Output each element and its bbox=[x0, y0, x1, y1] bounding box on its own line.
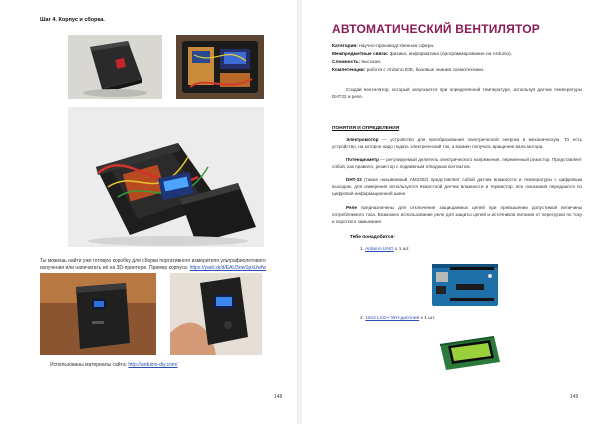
list-item-2-qty: x 1 шт. bbox=[420, 316, 436, 321]
def-motor bbox=[332, 136, 582, 150]
page-number-left: 148 bbox=[274, 394, 283, 400]
def-motor-term: Электромотор bbox=[346, 137, 379, 142]
category-value: научно-производственная сфера. bbox=[359, 44, 435, 49]
meta-category bbox=[332, 44, 434, 49]
meta-difficulty bbox=[332, 60, 381, 65]
list-item-1-link[interactable]: Arduino UNO bbox=[365, 247, 394, 252]
def-dht-term: DHT-22 bbox=[346, 177, 362, 182]
photo-black-case bbox=[68, 35, 162, 99]
case-paragraph bbox=[40, 258, 280, 272]
need-heading: Тебе понадобится: bbox=[350, 235, 395, 240]
interdisciplinary-label: Межпредметные связи: bbox=[332, 52, 389, 57]
interdisciplinary-value: физика, информатика (программирование на Arduino). bbox=[389, 52, 513, 57]
meta-interdisciplinary bbox=[332, 52, 512, 57]
footer-text: Использованы материалы сайта: bbox=[50, 362, 127, 368]
photo-open-box bbox=[176, 35, 264, 99]
step4-heading: Шаг 4. Корпус и сборка. bbox=[40, 17, 105, 23]
def-motor-text: — устройство для преобразования электрической энергии в механическую. То есть устройство, на которое надо подать электрический ток, а взамен получить вращение вала мотора. bbox=[332, 137, 582, 150]
list-item-2 bbox=[360, 316, 435, 321]
category-label: Категория: bbox=[332, 44, 358, 49]
def-relay-term: Реле bbox=[346, 205, 357, 210]
footer-link[interactable]: http://arduino-diy.com/ bbox=[128, 362, 178, 368]
def-dht22 bbox=[332, 176, 582, 198]
page-number-right: 149 bbox=[570, 394, 579, 400]
footer-source bbox=[50, 362, 178, 369]
right-page bbox=[302, 0, 600, 424]
list-item-1-qty: x 1 шт. bbox=[394, 247, 410, 252]
photo-assembly bbox=[68, 107, 264, 247]
photo-result-device bbox=[40, 273, 156, 355]
competencies-value: работа с Arduino IDE, базовые знания схемотехники. bbox=[366, 68, 485, 73]
def-pot-term: Потенциометр bbox=[346, 157, 379, 162]
concepts-heading: ПОНЯТИЯ И ОПРЕДЕЛЕНИЯ bbox=[332, 126, 400, 131]
photo-hand-device bbox=[170, 273, 262, 355]
difficulty-value: высокая. bbox=[361, 60, 382, 65]
def-pot-text: — регулируемый делитель электрического напряжения, переменный резистор. Представляет собой, как правило, резистор с подвижным отводным контактом. bbox=[332, 157, 582, 170]
def-relay-text: предназначены для отключения защищаемых цепей при превышении допустимой величины потребляемого тока. Возможно использование реле для защиты цепей и источников питания от перегрузки по току и короткого замыкания. bbox=[332, 205, 582, 225]
competencies-label: Компетенции: bbox=[332, 68, 366, 73]
def-dht-text: (также называемый AM2302) представляет собой датчик влажности и температуры с цифровым выходом, для измерения используется ёмкостной датчик влажности и термистор, все показания передаются по цифровой информационной шине. bbox=[332, 177, 582, 197]
case-text: Ты можешь найти уже готовую коробку для сборки портативного измерителя ультрафиолетового излучения или напечатать её на 3D-принтере. Пример корпуса: bbox=[40, 258, 266, 271]
difficulty-label: Сложность: bbox=[332, 60, 361, 65]
intro-paragraph: Создай вентилятор, который запускается при определённой температуре, используя датчик температуры DHT22 и реле. bbox=[332, 87, 582, 100]
list-item-1-number: 1. bbox=[360, 247, 365, 252]
def-potentiometer bbox=[332, 156, 582, 170]
left-page bbox=[0, 0, 298, 424]
list-item-1 bbox=[360, 247, 410, 252]
list-item-2-number: 2. bbox=[360, 316, 365, 321]
photo-arduino-uno bbox=[426, 258, 506, 312]
def-relay bbox=[332, 204, 582, 226]
case-link[interactable]: https://yadi.sk/d/EAU3owSpxUwfw bbox=[189, 265, 267, 271]
page-title: АВТОМАТИЧЕСКИЙ ВЕНТИЛЯТОР bbox=[332, 22, 540, 36]
list-item-2-link[interactable]: 16x2 LCD-/ WH-дисплей bbox=[365, 316, 420, 321]
photo-lcd-display bbox=[436, 330, 504, 376]
meta-competencies bbox=[332, 68, 484, 73]
